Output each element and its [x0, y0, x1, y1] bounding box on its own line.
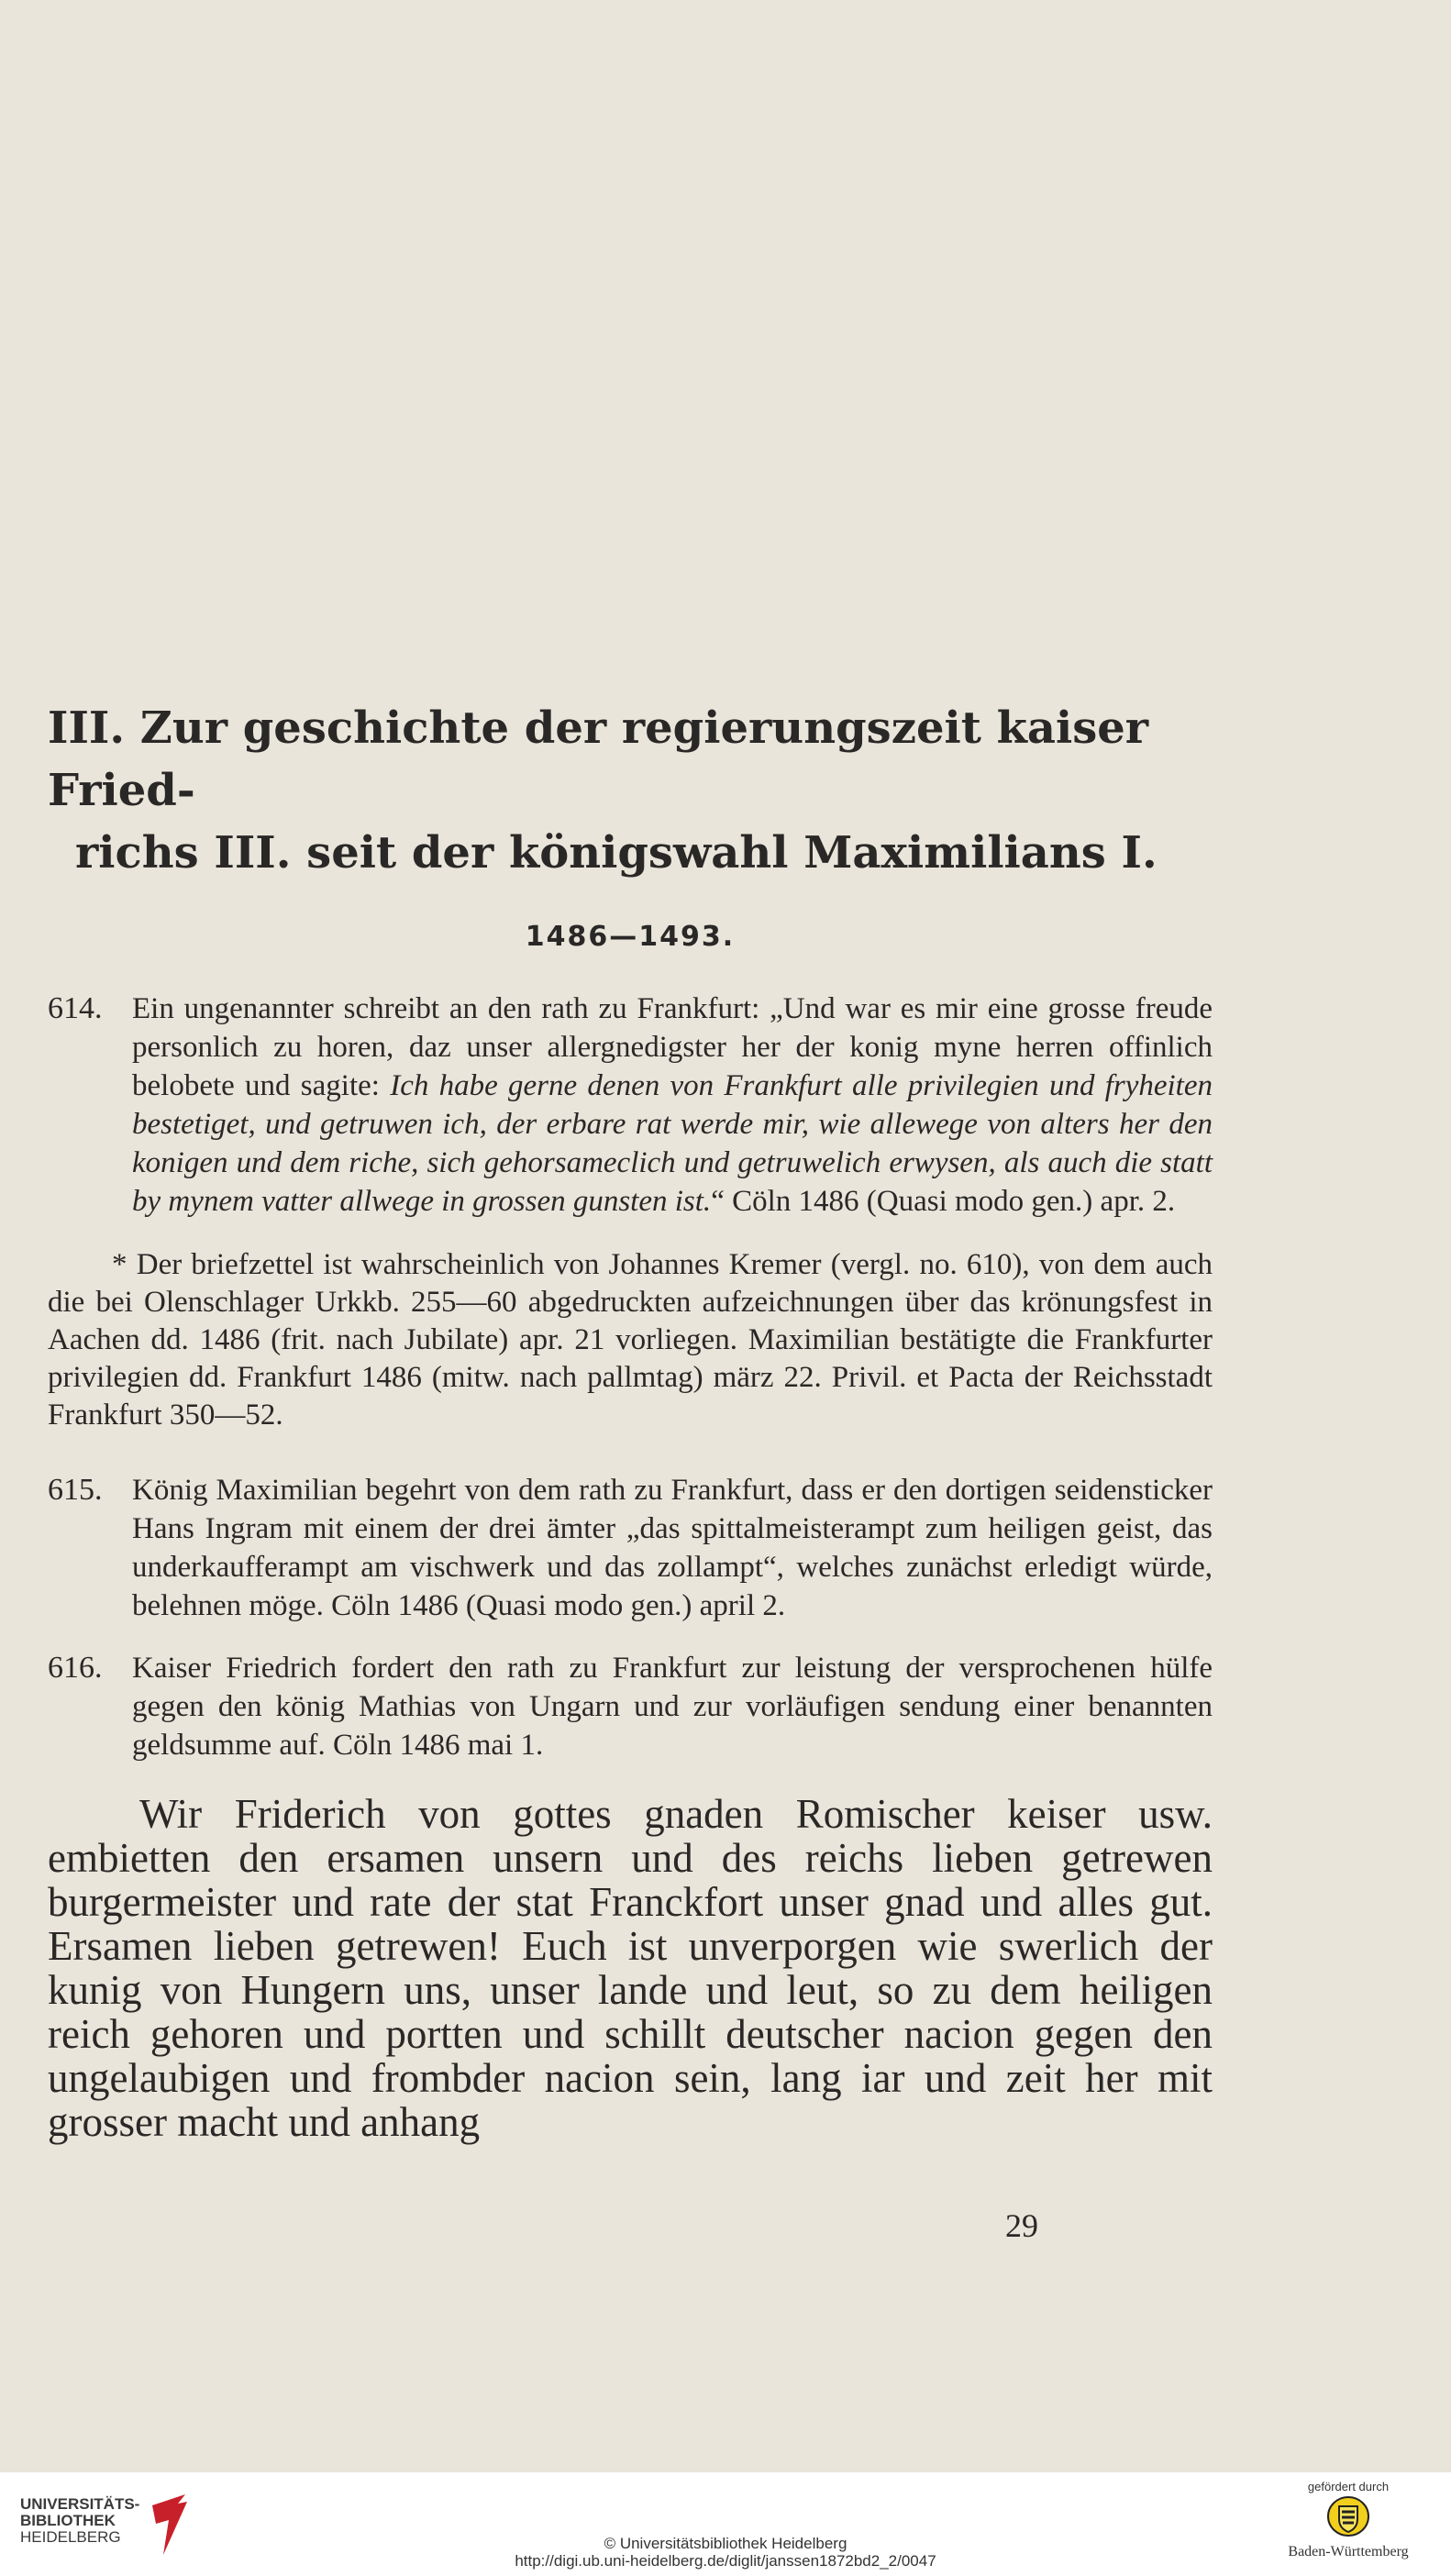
library-name-line3: HEIDELBERG: [20, 2528, 121, 2546]
entry-quote-italic: Ich habe gerne denen von Frankfurt alle privilegien und fryheiten bestetiget, und getruwen ich, der erbare rat werde mir, wie allewege von alters her den konigen und dem riche, sich gehorsameclich und getruwelich erwysen, als auch die statt by mynem vatter allwege in grossen gunsten ist.: [132, 1069, 1213, 1218]
entry-number: 614.: [48, 991, 103, 1025]
letter-text: Wir Friderich von gottes gnaden Romischer keiser usw. embietten den ersamen unsern und des reichs lieben getrewen burgermeister und rate der stat Franckfort unser gnad und alles gut. Ersamen lieben getrewen! Euch ist unverporgen wie swerlich der kunig von Hungern uns, unser lande und leut, so zu dem heiligen reich gehoren und portten und schillt deutscher nacion gegen den ungelaubigen und frombder nacion sein, lang iar und zeit her mit grosser macht und anhang: [48, 1791, 1213, 2145]
state-coat-of-arms-icon: [1326, 2493, 1370, 2539]
heading-line-2: richs III. seit der königswahl Maximilians I.: [75, 827, 1157, 879]
entry-text: Ein ungenannter schreibt an den rath zu Frankfurt: „Und war es mir eine grosse freude personlich zu horen, daz unser allergnedigster her der konig myne herren offinlich belobete und sagite:: [132, 992, 1213, 1102]
page-number: 29: [1005, 2207, 1038, 2244]
entry-number: 615.: [48, 1473, 103, 1507]
copyright-block: [0, 2535, 1451, 2570]
entry-616: [48, 1649, 1213, 1764]
entry-number: 616.: [48, 1651, 103, 1685]
entry-615: [48, 1471, 1213, 1625]
entry-text-end: “ Cöln 1486 (Quasi modo gen.) apr. 2.: [711, 1185, 1176, 1218]
copyright-text: © Universitätsbibliothek Heidelberg: [604, 2535, 847, 2552]
chapter-heading: [48, 697, 1213, 884]
entry-text: Kaiser Friedrich fordert den rath zu Frankfurt zur leistung der versprochenen hülfe gegen den könig Mathias von Ungarn und zur vorläufigen sendung einer benannten geldsumme auf. Cöln 1486 mai 1.: [132, 1652, 1213, 1762]
sponsor-label: gefördert durch: [1307, 2480, 1390, 2493]
library-name-line2: BIBLIOTHEK: [20, 2512, 116, 2529]
sponsor-name: Baden-Württemberg: [1288, 2544, 1409, 2559]
source-url-link[interactable]: http://digi.ub.uni-heidelberg.de/diglit/janssen1872bd2_2/0047: [515, 2552, 936, 2570]
footnote: * Der briefzettel ist wahrscheinlich von Johannes Kremer (vergl. no. 610), von dem auch die bei Olenschlager Urkkb. 255—60 abgedruckten aufzeichnungen über das krönungsfest in Aachen dd. 1486 (frit. nach Jubilate) apr. 21 vorliegen. Maximilian bestätigte die Frankfurter privilegien dd. Frankfurt 1486 (mitw. nach pallmtag) märz 22. Privil. et Pacta der Reichsstadt Frankfurt 350—52.: [48, 1248, 1213, 1432]
page-content: [48, 697, 1213, 2144]
library-name-line1: UNIVERSITÄTS-: [20, 2495, 140, 2513]
sponsor-block: [1279, 2480, 1417, 2560]
year-range: 1486—1493.: [525, 921, 736, 953]
heading-line-1: III. Zur geschichte der regierungszeit kaiser Fried-: [48, 702, 1149, 816]
entry-614: [48, 989, 1213, 1221]
entry-text: König Maximilian begehrt von dem rath zu Frankfurt, dass er den dortigen seidensticker Hans Ingram mit einem der drei ämter „das spittalmeisterampt zum heiligen geist, das underkaufferampt am vischwerk und das zollampt“, welches zunächst erledigt würde, belehnen möge. Cöln 1486 (Quasi modo gen.) april 2.: [132, 1474, 1213, 1622]
